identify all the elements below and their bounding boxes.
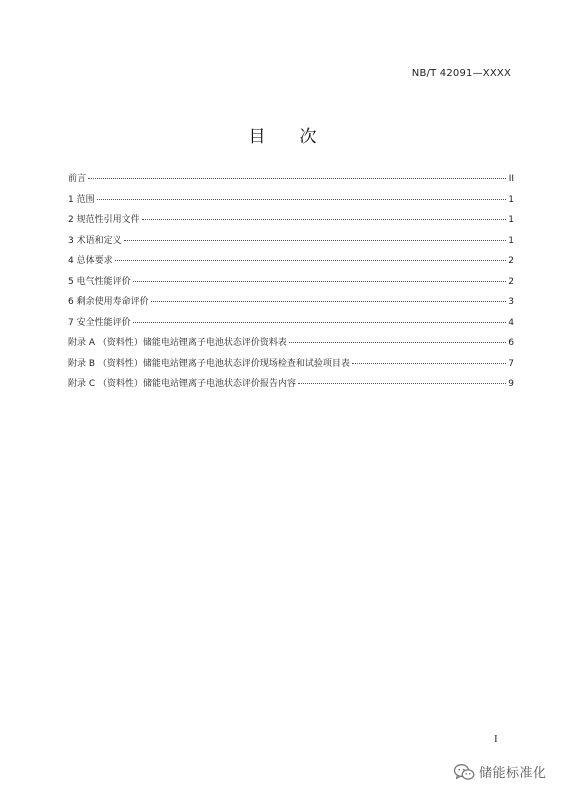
- toc-entry-page: 3: [508, 297, 514, 307]
- toc-entry-scope[interactable]: [68, 192, 514, 213]
- wechat-icon: [453, 763, 475, 781]
- toc-entry-label: 3 术语和定义: [68, 235, 122, 246]
- toc-entry-page: 9: [508, 379, 514, 389]
- toc-entry-appendix-b[interactable]: [68, 356, 514, 377]
- table-of-contents: [68, 171, 514, 397]
- toc-entry-foreword[interactable]: [68, 171, 514, 192]
- toc-entry-page: 2: [508, 276, 514, 287]
- toc-entry-page: 2: [508, 256, 514, 266]
- toc-leader-dots: [352, 363, 506, 364]
- toc-entry-general-requirements[interactable]: [68, 253, 514, 274]
- toc-entry-page: 7: [508, 358, 514, 369]
- toc-entry-label: 5 电气性能评价: [68, 276, 131, 287]
- toc-entry-appendix-a[interactable]: [68, 335, 514, 356]
- toc-entry-page: 1: [508, 215, 514, 225]
- toc-entry-label: 前言: [68, 174, 87, 184]
- toc-leader-dots: [151, 301, 506, 302]
- toc-entry-safety-performance[interactable]: [68, 315, 514, 336]
- watermark: [453, 762, 547, 781]
- toc-entry-page: 1: [508, 194, 514, 205]
- page-title: 目次: [248, 127, 351, 147]
- toc-entry-label: 附录 C （资料性）储能电站锂离子电池状态评价报告内容: [68, 379, 297, 389]
- toc-entry-terms-definitions[interactable]: [68, 233, 514, 254]
- document-code: NB/T 42091—XXXX: [411, 68, 511, 79]
- toc-leader-dots: [298, 383, 506, 384]
- toc-leader-dots: [97, 199, 506, 200]
- toc-entry-label: 附录 B （资料性）储能电站锂离子电池状态评价现场检查和试验项目表: [68, 358, 350, 369]
- toc-entry-normative-references[interactable]: [68, 212, 514, 233]
- toc-entry-page: 4: [508, 317, 514, 328]
- toc-leader-dots: [133, 322, 506, 323]
- toc-leader-dots: [142, 219, 506, 220]
- toc-entry-label: 附录 A （资料性）储能电站锂离子电池状态评价资料表: [68, 338, 287, 348]
- toc-entry-label: 6 剩余使用寿命评价: [68, 297, 149, 307]
- toc-entry-page: II: [508, 174, 514, 184]
- toc-leader-dots: [88, 178, 506, 179]
- page-number: I: [494, 733, 498, 745]
- toc-entry-label: 7 安全性能评价: [68, 317, 131, 328]
- toc-entry-label: 1 范围: [68, 194, 95, 205]
- toc-entry-appendix-c[interactable]: [68, 376, 514, 397]
- toc-leader-dots: [115, 260, 506, 261]
- toc-entry-page: 6: [508, 338, 514, 348]
- toc-entry-electrical-performance[interactable]: [68, 274, 514, 295]
- toc-entry-remaining-life[interactable]: [68, 294, 514, 315]
- toc-entry-label: 2 规范性引用文件: [68, 215, 140, 225]
- toc-entry-label: 4 总体要求: [68, 256, 113, 266]
- toc-leader-dots: [133, 281, 506, 282]
- toc-leader-dots: [289, 342, 506, 343]
- toc-entry-page: 1: [508, 235, 514, 246]
- watermark-text: 储能标准化: [479, 766, 547, 781]
- toc-leader-dots: [124, 240, 506, 241]
